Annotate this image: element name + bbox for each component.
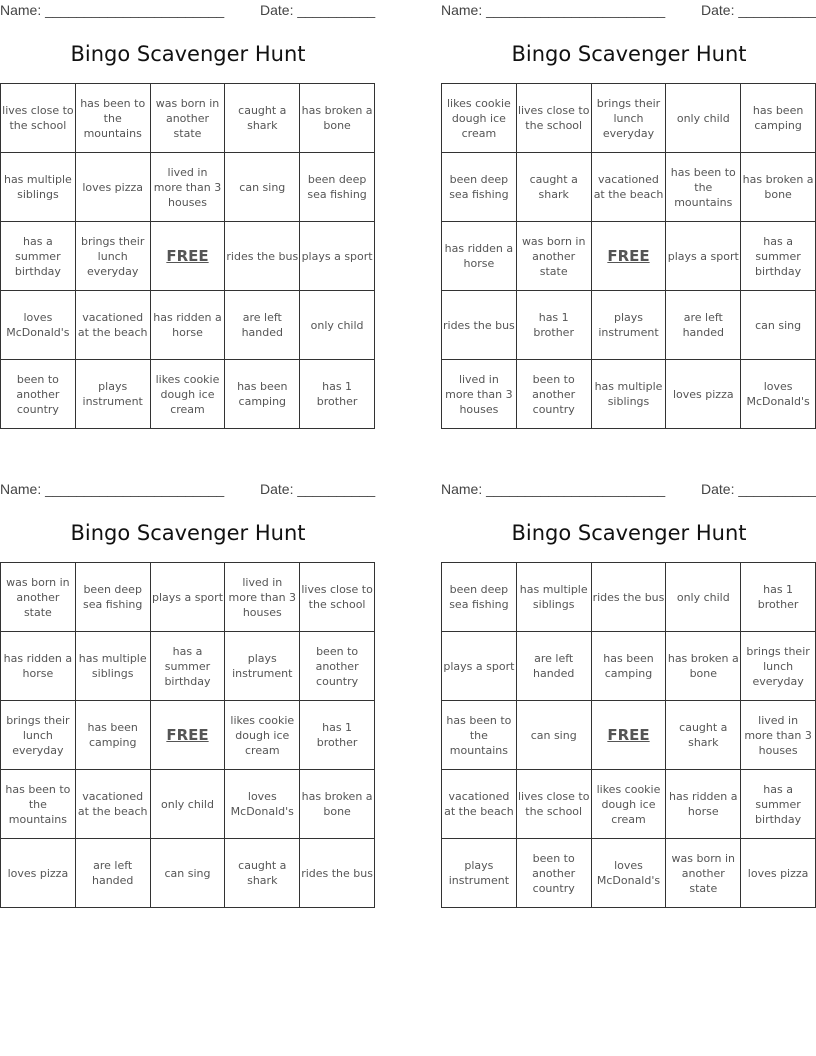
bingo-cell: are left handed: [666, 291, 741, 360]
bingo-cell: has 1 brother: [741, 563, 816, 632]
bingo-cell: has been to the mountains: [442, 701, 517, 770]
bingo-cell: lives close to the school: [516, 84, 591, 153]
bingo-row: [442, 770, 816, 839]
bingo-row: [442, 84, 816, 153]
bingo-cell: lived in more than 3 houses: [442, 360, 517, 429]
bingo-row: [442, 291, 816, 360]
bingo-cell: vacationed at the beach: [442, 770, 517, 839]
bingo-cell: has broken a bone: [666, 632, 741, 701]
bingo-cell: brings their lunch everyday: [591, 84, 666, 153]
bingo-cell: been to another country: [300, 632, 375, 701]
bingo-cell: can sing: [150, 839, 225, 908]
bingo-cell: has been camping: [591, 632, 666, 701]
card-header: [441, 2, 816, 20]
bingo-cell: has a summer birthday: [741, 770, 816, 839]
date-field-label: Date: __________: [260, 481, 376, 497]
bingo-cell: only child: [666, 84, 741, 153]
bingo-cell: loves McDonald's: [591, 839, 666, 908]
bingo-cell: can sing: [741, 291, 816, 360]
bingo-row: [1, 770, 375, 839]
bingo-row: [1, 153, 375, 222]
bingo-cell: loves pizza: [741, 839, 816, 908]
bingo-grid: [0, 83, 375, 429]
name-field-label: Name: _______________________: [0, 2, 225, 18]
bingo-cell: plays instrument: [225, 632, 300, 701]
date-field-label: Date: __________: [701, 481, 816, 497]
free-space-cell: FREE: [150, 222, 225, 291]
bingo-cell: are left handed: [225, 291, 300, 360]
bingo-cell: has 1 brother: [300, 360, 375, 429]
bingo-row: [442, 701, 816, 770]
bingo-cell: has been to the mountains: [75, 84, 150, 153]
bingo-row: [1, 632, 375, 701]
bingo-row: [1, 563, 375, 632]
name-field-label: Name: _______________________: [441, 2, 666, 18]
bingo-cell: likes cookie dough ice cream: [150, 360, 225, 429]
bingo-cell: caught a shark: [516, 153, 591, 222]
card-title: Bingo Scavenger Hunt: [511, 521, 747, 545]
bingo-cell: has a summer birthday: [150, 632, 225, 701]
free-space-cell: FREE: [591, 222, 666, 291]
bingo-cell: was born in another state: [150, 84, 225, 153]
card-header: [0, 481, 376, 499]
bingo-cell: vacationed at the beach: [75, 291, 150, 360]
bingo-row: [442, 360, 816, 429]
bingo-cell: rides the bus: [591, 563, 666, 632]
bingo-cell: has 1 brother: [300, 701, 375, 770]
bingo-cell: has multiple siblings: [591, 360, 666, 429]
bingo-cell: has ridden a horse: [666, 770, 741, 839]
bingo-row: [442, 222, 816, 291]
bingo-cell: brings their lunch everyday: [741, 632, 816, 701]
bingo-cell: plays a sport: [666, 222, 741, 291]
bingo-row: [1, 291, 375, 360]
bingo-cell: has ridden a horse: [1, 632, 76, 701]
bingo-cell: been to another country: [516, 839, 591, 908]
free-space-cell: FREE: [150, 701, 225, 770]
bingo-row: [1, 701, 375, 770]
bingo-row: [442, 153, 816, 222]
bingo-cell: plays a sport: [150, 563, 225, 632]
bingo-cell: likes cookie dough ice cream: [591, 770, 666, 839]
bingo-row: [1, 839, 375, 908]
bingo-grid: [441, 562, 816, 908]
card-title: Bingo Scavenger Hunt: [70, 42, 306, 66]
bingo-cell: has been to the mountains: [1, 770, 76, 839]
bingo-row: [1, 84, 375, 153]
bingo-row: [442, 632, 816, 701]
bingo-cell: lives close to the school: [300, 563, 375, 632]
bingo-cell: caught a shark: [225, 84, 300, 153]
bingo-cell: lives close to the school: [1, 84, 76, 153]
bingo-cell: lived in more than 3 houses: [150, 153, 225, 222]
bingo-cell: has multiple siblings: [75, 632, 150, 701]
bingo-cell: has broken a bone: [300, 84, 375, 153]
bingo-cell: has multiple siblings: [516, 563, 591, 632]
bingo-cell: has broken a bone: [300, 770, 375, 839]
bingo-cell: been deep sea fishing: [75, 563, 150, 632]
bingo-cell: are left handed: [75, 839, 150, 908]
bingo-cell: only child: [666, 563, 741, 632]
bingo-cell: only child: [300, 291, 375, 360]
card-title: Bingo Scavenger Hunt: [70, 521, 306, 545]
bingo-row: [442, 563, 816, 632]
name-field-label: Name: _______________________: [0, 481, 225, 497]
bingo-cell: was born in another state: [666, 839, 741, 908]
bingo-grid: [0, 562, 375, 908]
bingo-cell: only child: [150, 770, 225, 839]
bingo-cell: has 1 brother: [516, 291, 591, 360]
bingo-cell: plays instrument: [442, 839, 517, 908]
bingo-cell: has ridden a horse: [150, 291, 225, 360]
bingo-cell: caught a shark: [666, 701, 741, 770]
bingo-cell: caught a shark: [225, 839, 300, 908]
bingo-cell: has ridden a horse: [442, 222, 517, 291]
bingo-cell: plays instrument: [75, 360, 150, 429]
bingo-cell: plays instrument: [591, 291, 666, 360]
bingo-cell: been deep sea fishing: [442, 563, 517, 632]
bingo-cell: was born in another state: [516, 222, 591, 291]
bingo-row: [1, 360, 375, 429]
bingo-cell: has a summer birthday: [1, 222, 76, 291]
bingo-cell: brings their lunch everyday: [1, 701, 76, 770]
name-field-label: Name: _______________________: [441, 481, 666, 497]
bingo-cell: has a summer birthday: [741, 222, 816, 291]
card-title: Bingo Scavenger Hunt: [511, 42, 747, 66]
bingo-row: [1, 222, 375, 291]
bingo-cell: loves McDonald's: [225, 770, 300, 839]
bingo-cell: vacationed at the beach: [591, 153, 666, 222]
bingo-cell: loves pizza: [1, 839, 76, 908]
date-field-label: Date: __________: [701, 2, 816, 18]
date-field-label: Date: __________: [260, 2, 376, 18]
bingo-cell: rides the bus: [300, 839, 375, 908]
bingo-cell: rides the bus: [442, 291, 517, 360]
bingo-cell: has multiple siblings: [1, 153, 76, 222]
bingo-cell: are left handed: [516, 632, 591, 701]
bingo-cell: been to another country: [1, 360, 76, 429]
bingo-cell: lives close to the school: [516, 770, 591, 839]
bingo-cell: rides the bus: [225, 222, 300, 291]
bingo-cell: lived in more than 3 houses: [225, 563, 300, 632]
bingo-cell: has been camping: [225, 360, 300, 429]
bingo-cell: has been camping: [75, 701, 150, 770]
bingo-cell: been deep sea fishing: [442, 153, 517, 222]
bingo-cell: loves McDonald's: [1, 291, 76, 360]
card-header: [441, 481, 816, 499]
bingo-cell: plays a sport: [300, 222, 375, 291]
bingo-cell: can sing: [516, 701, 591, 770]
card-header: [0, 2, 376, 20]
bingo-cell: brings their lunch everyday: [75, 222, 150, 291]
bingo-grid: [441, 83, 816, 429]
bingo-cell: likes cookie dough ice cream: [442, 84, 517, 153]
free-space-cell: FREE: [591, 701, 666, 770]
bingo-row: [442, 839, 816, 908]
bingo-cell: was born in another state: [1, 563, 76, 632]
bingo-cell: loves pizza: [75, 153, 150, 222]
bingo-cell: has been camping: [741, 84, 816, 153]
bingo-cell: loves McDonald's: [741, 360, 816, 429]
bingo-cell: loves pizza: [666, 360, 741, 429]
bingo-cell: lived in more than 3 houses: [741, 701, 816, 770]
bingo-cell: likes cookie dough ice cream: [225, 701, 300, 770]
bingo-cell: been to another country: [516, 360, 591, 429]
bingo-cell: has been to the mountains: [666, 153, 741, 222]
bingo-cell: can sing: [225, 153, 300, 222]
bingo-cell: vacationed at the beach: [75, 770, 150, 839]
bingo-cell: been deep sea fishing: [300, 153, 375, 222]
bingo-cell: plays a sport: [442, 632, 517, 701]
bingo-cell: has broken a bone: [741, 153, 816, 222]
